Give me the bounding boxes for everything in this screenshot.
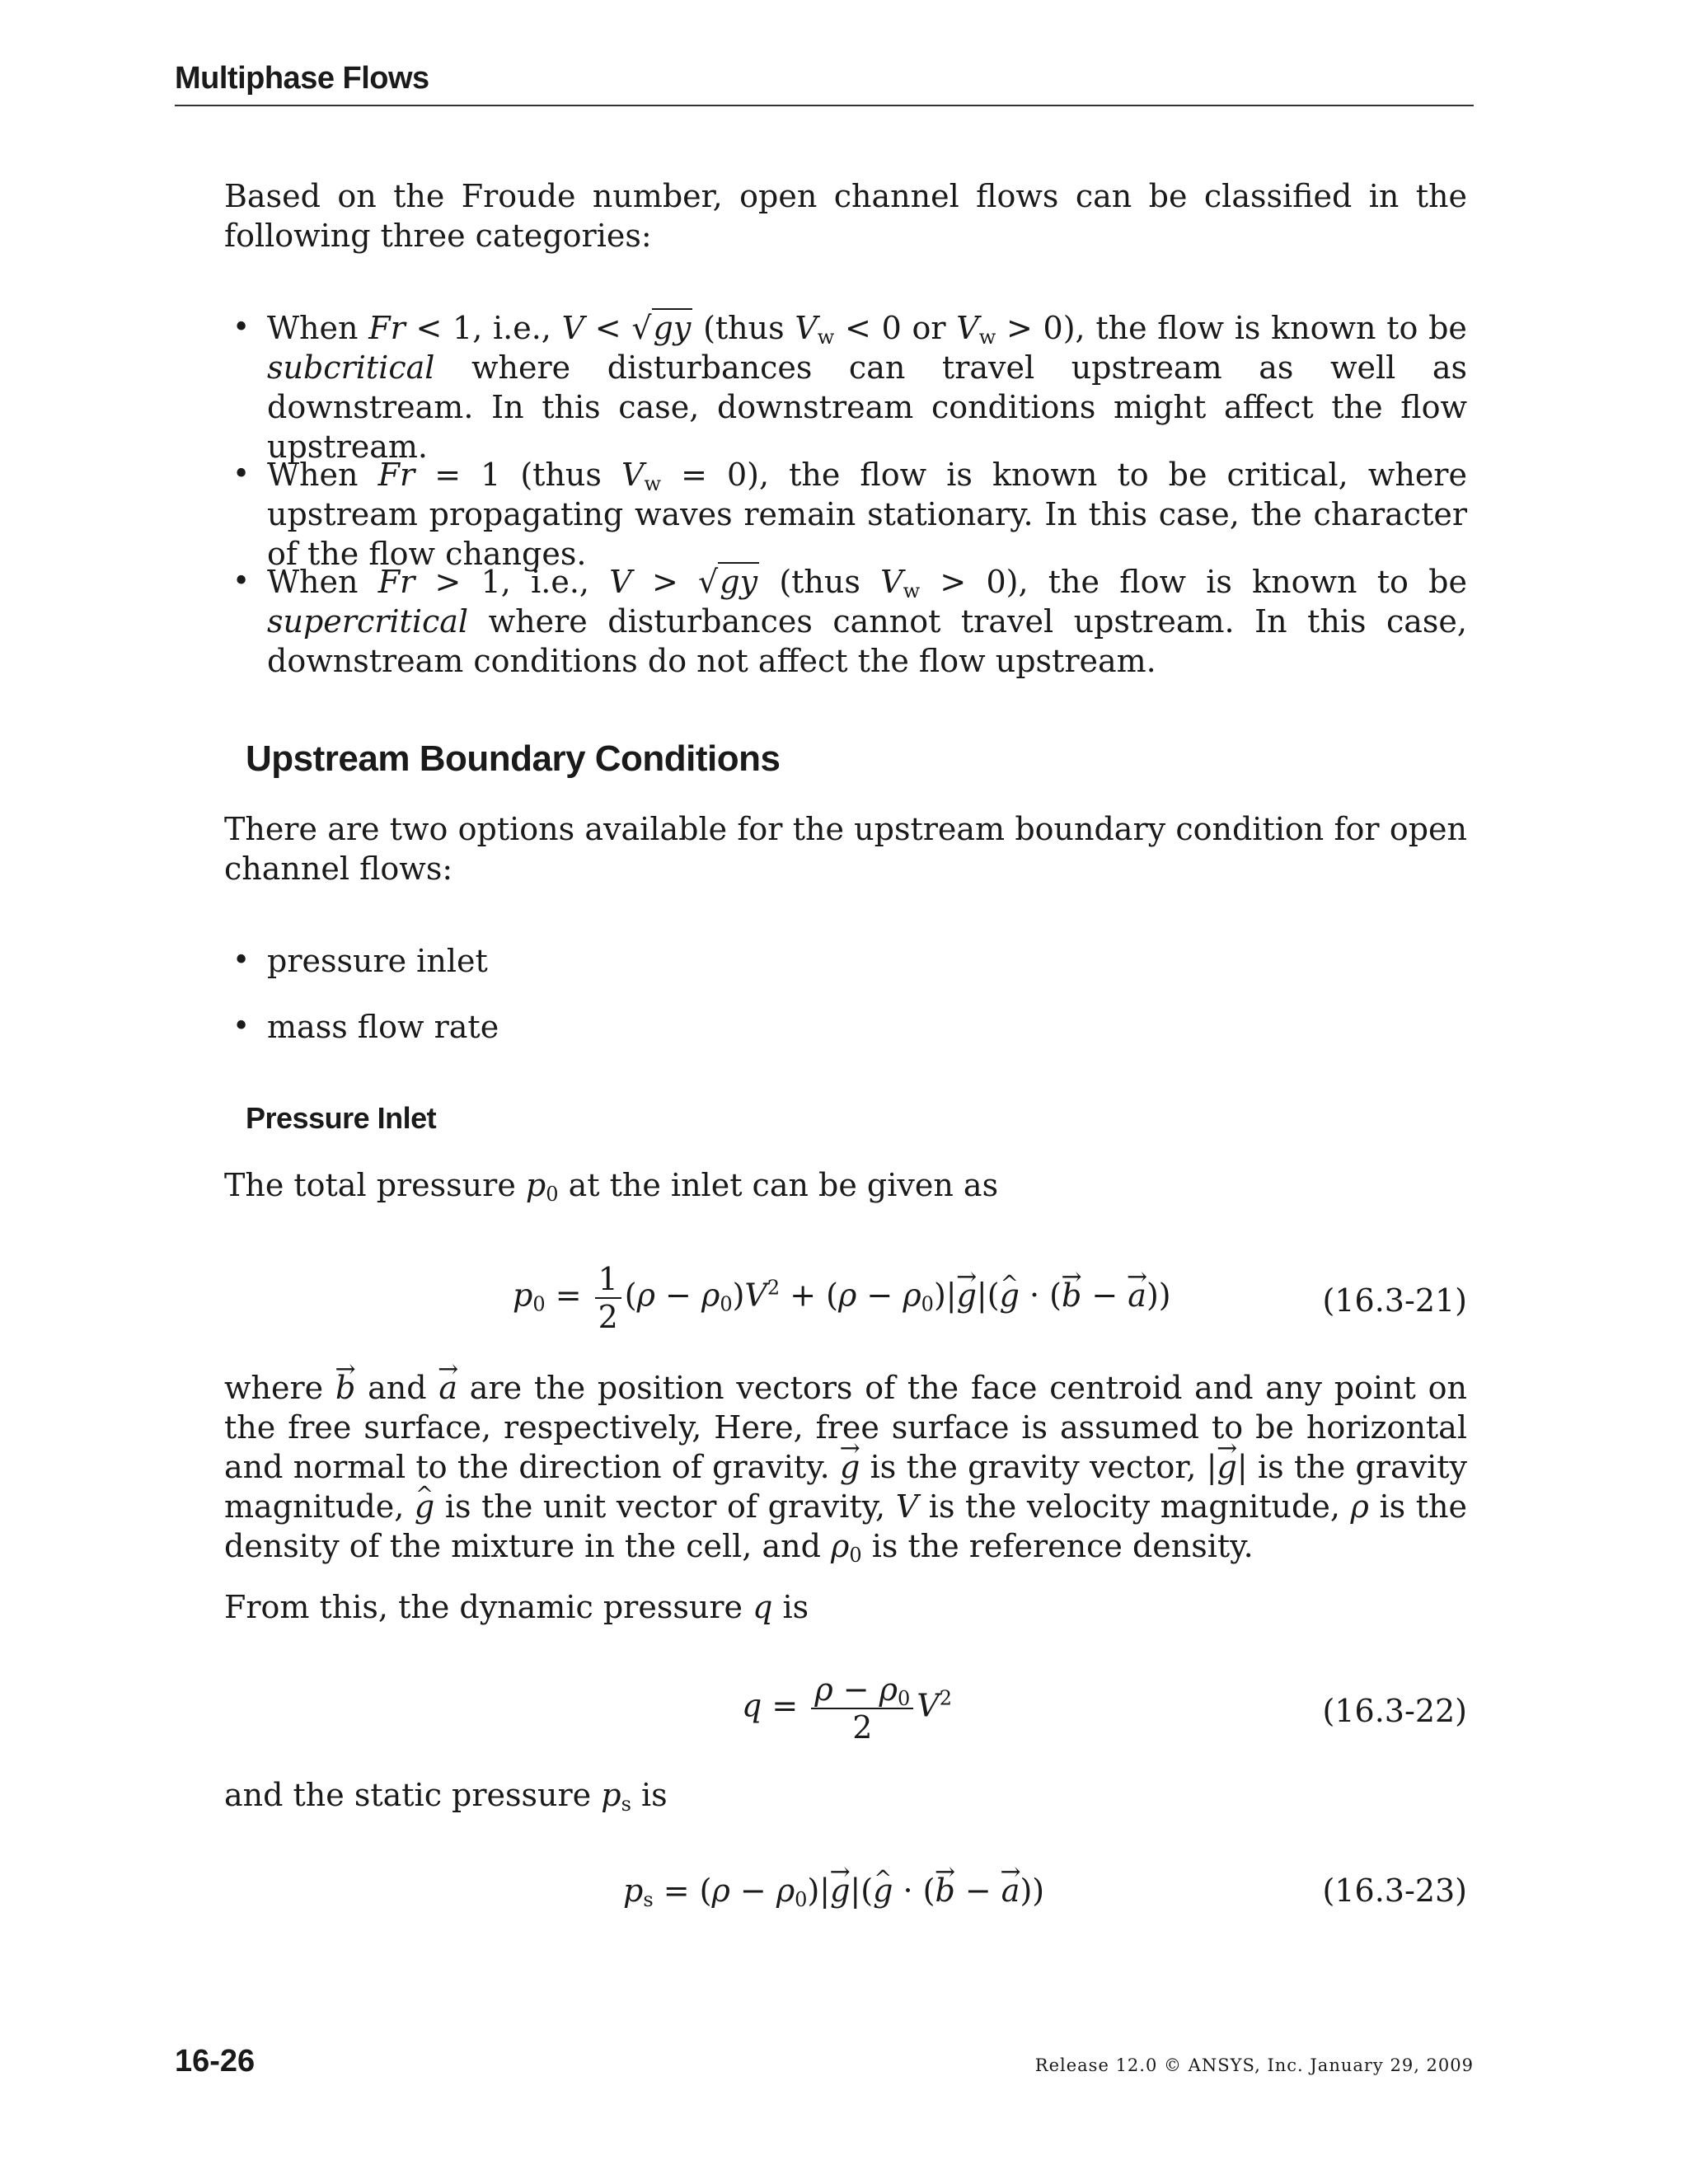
- equation-16-3-21: $p_0$ = $\frac{1}{2}$ $(\rho - \rho_0)V^2 + (\rho - \rho_0)|\to$ g|(^ g · (→ b − → a)): [513, 1261, 1171, 1335]
- section-intro-paragraph: There are two options available for the upstream boundary condition for open channel flows:: [224, 811, 1467, 887]
- subsection-heading: Pressure Inlet: [246, 1101, 437, 1135]
- bullet-supercritical: • When Fr > 1, i.e., V > √gy (thus $V_w > 0$), the flow is known to be supercritical where disturbances cannot travel upstream. In this case, downstream conditions do not affect the flow upstream.: [232, 564, 1467, 679]
- static-pressure-paragraph: and the static pressure $p_s$ is: [224, 1777, 668, 1816]
- sqrt-gy: √gy: [631, 310, 692, 346]
- bullet-dot: •: [232, 944, 251, 977]
- equation-number: (16.3-22): [1322, 1693, 1467, 1729]
- total-pressure-paragraph: The total pressure $p_0$ at the inlet can be given as: [224, 1167, 999, 1206]
- where-paragraph: where → b and → a are the position vectors of the face centroid and any point on the free surface, respectively, Here, free surface is assumed to be horizontal and normal to the direction of gravity. → g is the gravity vector, |→ g| is the gravity magnitude, ^ g is the unit vector of gravity, V is the velocity magnitude, ρ is the density of the mixture in the cell, and $\rho_0$ is the reference density.: [224, 1368, 1467, 1566]
- fraction: $\frac{\rho - \rho_0}{2}$: [811, 1671, 913, 1746]
- option-pressure-inlet: • pressure inlet: [232, 943, 488, 979]
- bullet-dot: •: [232, 565, 251, 598]
- release-note: Release 12.0 © ANSYS, Inc. January 29, 2009: [1034, 2055, 1474, 2075]
- page-number: 16-26: [175, 2044, 256, 2079]
- bullet-subcritical: • When Fr < 1, i.e., V < √gy (thus $V_w < 0$ or $V_w > 0$), the flow is known to be subcritical where disturbances can travel upstream as well as downstream. In this case, downstream conditions might affect the flow upstream.: [232, 310, 1467, 465]
- intro-paragraph: Based on the Froude number, open channel flows can be classified in the following three categories:: [224, 178, 1467, 254]
- section-heading: Upstream Boundary Conditions: [246, 738, 781, 779]
- equation-number: (16.3-21): [1322, 1282, 1467, 1319]
- sqrt-gy: √gy: [698, 564, 758, 600]
- running-header: [175, 61, 1474, 106]
- bullet-dot: •: [232, 1010, 251, 1043]
- dynamic-pressure-paragraph: From this, the dynamic pressure q is: [224, 1589, 809, 1625]
- bullet-dot: •: [232, 457, 251, 491]
- option-mass-flow-rate: • mass flow rate: [232, 1009, 499, 1045]
- equation-16-3-23: $p_s = (\rho - \rho_0)|\to$ g|(^ g · (→ b − → a)): [623, 1871, 1044, 1910]
- header-title: Multiphase Flows: [175, 61, 429, 96]
- bullet-critical: • When Fr = 1 (thus $V_w = 0$), the flow is known to be critical, where upstream propagating waves remain stationary. In this case, the character of the flow changes.: [232, 457, 1467, 572]
- bullet-dot: •: [232, 311, 251, 344]
- equation-16-3-22: q = $\frac{\rho - \rho_0}{2}$ $V^2$: [742, 1671, 953, 1746]
- equation-number: (16.3-23): [1322, 1872, 1467, 1909]
- fraction: $\frac{1}{2}$: [595, 1261, 621, 1335]
